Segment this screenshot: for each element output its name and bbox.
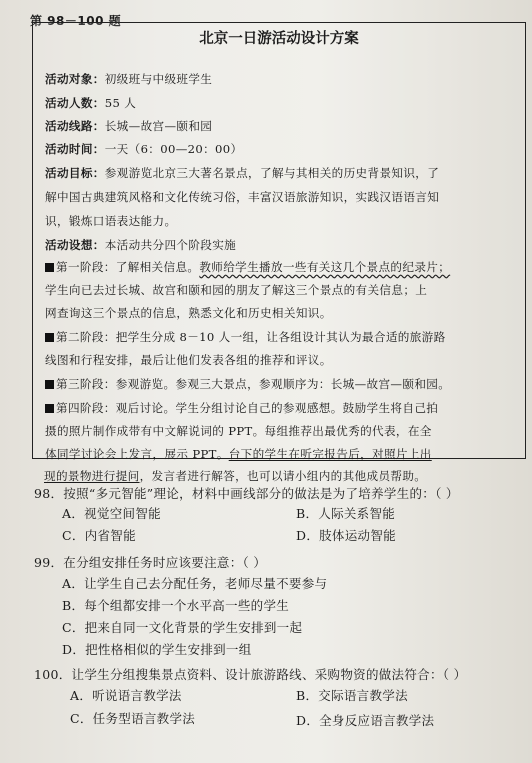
goal-line-2: 解中国古典建筑风格和文化传统习俗，丰富汉语旅游知识，实践汉语语言知 — [45, 190, 440, 204]
stage1-line-2: 学生向已去过长城、故宫和颐和园的朋友了解这三个景点的有关信息；上 — [45, 283, 428, 297]
bullet-square-icon — [45, 404, 54, 413]
time-label: 活动时间： — [45, 142, 105, 156]
bullet-square-icon — [45, 380, 54, 389]
q99-option-b[interactable]: B．每个组都安排一个水平高一些的学生 — [62, 598, 290, 613]
stage2-line-1 — [45, 329, 446, 345]
count-label: 活动人数： — [45, 96, 105, 110]
goal-text-1: 参观游览北京三大著名景点，了解与其相关的历史背景知识，了 — [104, 166, 440, 180]
stage4-line-1 — [45, 400, 438, 416]
q98-option-c[interactable]: C．内省智能 — [62, 528, 136, 543]
time-line — [45, 141, 242, 157]
question-100-stem: 100．让学生分组搜集景点资料、设计旅游路线、采购物资的做法符合：（ ） — [34, 667, 467, 682]
goal-label: 活动目标： — [45, 166, 105, 180]
route-line — [45, 118, 212, 134]
stage4-line-4 — [44, 468, 426, 484]
plan-value: 本活动共分四个阶段实施 — [104, 238, 237, 252]
plan-label: 活动设想： — [45, 238, 105, 252]
q100-option-b[interactable]: B．交际语言教学法 — [296, 688, 408, 703]
stage1-underlined: 教师给学生播放一些有关这几个景点的纪录片； — [199, 260, 451, 274]
q99-option-a[interactable]: A．让学生自己去分配任务，老师尽量不要参与 — [62, 576, 328, 591]
stage4-line-3 — [45, 446, 432, 462]
q98-option-a[interactable]: A．视觉空间智能 — [62, 506, 161, 521]
stage4-underlined-1: 台下的学生在听完报告后，对照片上出 — [228, 447, 432, 461]
time-value: 一天（6：00—20：00） — [104, 142, 243, 156]
material-box — [32, 22, 526, 459]
goal-line-1 — [45, 165, 439, 181]
stage2-text-1: 第二阶段：把学生分成 8－10 人一组，让各组设计其认为最合适的旅游路 — [56, 330, 446, 344]
target-line — [45, 71, 212, 87]
stage3-text: 第三阶段：参观游览。参观三大景点，参观顺序为：长城—故宫—颐和园。 — [56, 377, 451, 391]
stage1-line-3: 网查询这三个景点的信息，熟悉文化和历史相关知识。 — [45, 306, 332, 320]
bullet-square-icon — [45, 333, 54, 342]
stage4-text-1: 第四阶段：观后讨论。学生分组讨论自己的参观感想。鼓励学生将自己拍 — [56, 401, 439, 415]
q98-option-b[interactable]: B．人际关系智能 — [296, 506, 396, 521]
plan-line — [45, 237, 236, 253]
stage2-line-2: 线图和行程安排，最后让他们发表各组的推荐和评议。 — [45, 353, 332, 367]
stage1-title: 第一阶段：了解相关信息。 — [56, 260, 200, 274]
route-value: 长城—故宫—颐和园 — [104, 119, 213, 133]
stage4-text-3a: 体同学讨论会上发言，展示 PPT。 — [45, 447, 229, 461]
q99-option-d[interactable]: D．把性格相似的学生安排到一组 — [62, 642, 252, 657]
question-99-stem: 99．在分组安排任务时应该要注意：（ ） — [34, 555, 267, 570]
target-label: 活动对象： — [45, 72, 105, 86]
q100-option-c[interactable]: C．任务型语言教学法 — [70, 711, 196, 726]
stage4-text-4: ，发言者进行解答，也可以请小组内的其他成员帮助。 — [139, 469, 427, 483]
stage4-underlined-2: 现的景物进行提问 — [44, 469, 140, 483]
q98-option-d[interactable]: D．肢体运动智能 — [296, 528, 396, 543]
target-value: 初级班与中级班学生 — [104, 72, 213, 86]
q100-option-d[interactable]: D．全身反应语言教学法 — [296, 713, 435, 728]
bullet-square-icon — [45, 263, 54, 272]
stage3-line-1 — [45, 376, 450, 392]
count-line — [45, 95, 136, 111]
count-value: 55 人 — [104, 96, 137, 110]
q100-option-a[interactable]: A．听说语言教学法 — [70, 688, 182, 703]
goal-line-3: 识，锻炼口语表达能力。 — [45, 214, 177, 228]
material-title: 北京一日游活动设计方案 — [199, 31, 359, 47]
stage4-line-2: 摄的照片制作成带有中文解说词的 PPT。每组推荐出最优秀的代表，在全 — [45, 424, 432, 438]
q99-option-c[interactable]: C．把来自同一文化背景的学生安排到一起 — [62, 620, 303, 635]
route-label: 活动线路： — [45, 119, 105, 133]
question-98-stem: 98．按照“多元智能”理论，材料中画线部分的做法是为了培养学生的：（ ） — [34, 486, 459, 501]
section-header: 第 98－100 题 — [30, 14, 122, 28]
stage1-line-1 — [45, 259, 450, 275]
